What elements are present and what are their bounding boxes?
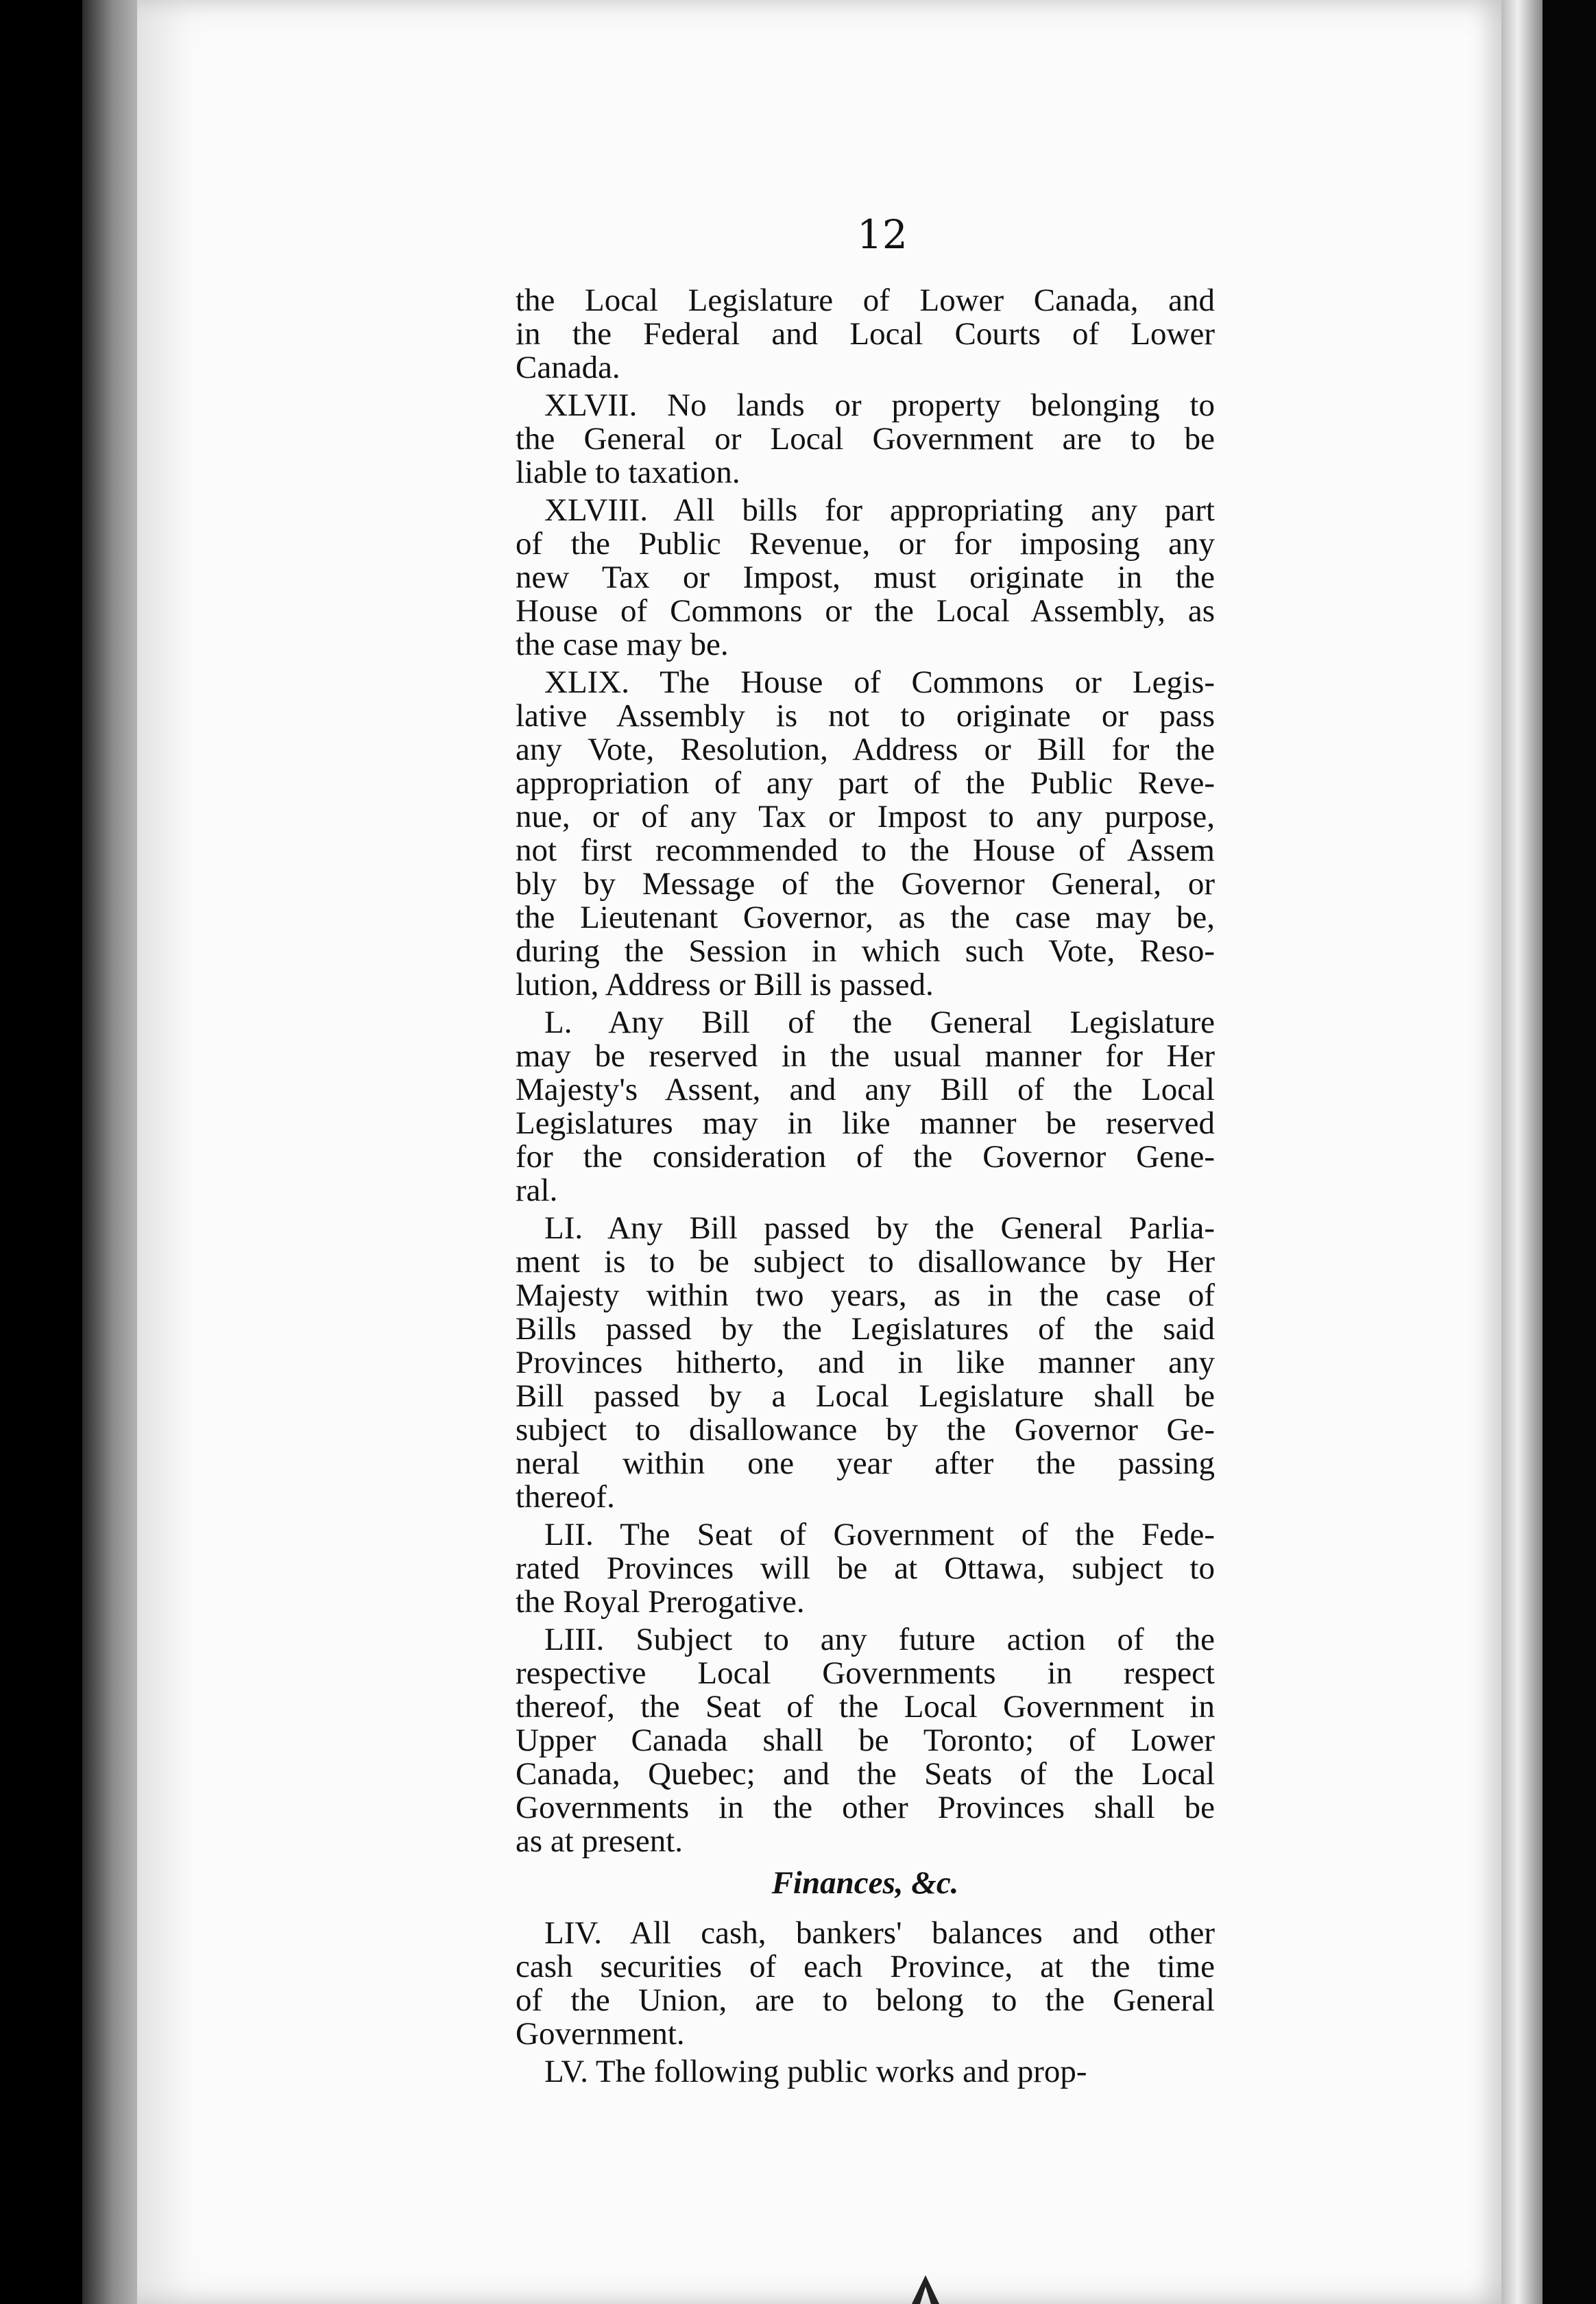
text-line: House of Commons or the Local Assembly, as [516,593,1215,629]
text-line: Bills passed by the Legislatures of the said [516,1311,1215,1347]
text-line: the Local Legislature of Lower Canada, and [516,283,1215,318]
text-line: any Vote, Resolution, Address or Bill for the [516,732,1215,767]
text-line: of the Union, are to belong to the General [516,1982,1215,2018]
text-line: cash securities of each Province, at the time [516,1949,1215,1984]
text-line: during the Session in which such Vote, Reso- [516,933,1215,969]
text-line: the Lieutenant Governor, as the case may be, [516,900,1215,935]
text-line: for the consideration of the Governor Gene- [516,1139,1215,1175]
paragraph [516,666,1215,1002]
paragraph [516,284,1215,385]
book-edge-right [1501,0,1543,2304]
text-line: LIII. Subject to any future action of the [544,1622,1215,1657]
text-line: Majesty's Assent, and any Bill of the Local [516,1072,1215,1107]
text-line: respective Local Governments in respect [516,1655,1215,1691]
text-line: ment is to be subject to disallowance by Her [516,1244,1215,1280]
text-line: Majesty within two years, as in the case of [516,1277,1215,1313]
text-line: of the Public Revenue, or for imposing any [516,526,1215,562]
paragraph [516,1006,1215,1208]
text-line: subject to disallowance by the Governor Ge- [516,1412,1215,1448]
page-number: 12 [857,211,908,258]
text-line: new Tax or Impost, must originate in the [516,560,1215,595]
text-line: Governments in the other Provinces shall be [516,1790,1215,1825]
text-line: not first recommended to the House of Assem [516,832,1215,868]
text-line: neral within one year after the passing [516,1445,1215,1481]
page-body-text [516,284,1215,2093]
text-line: ral. [516,1173,558,1208]
text-line: thereof, the Seat of the Local Government in [516,1689,1215,1725]
text-line: LII. The Seat of Government of the Fede- [544,1517,1215,1552]
text-line: Canada, Quebec; and the Seats of the Local [516,1756,1215,1792]
text-line: Provinces hitherto, and in like manner any [516,1345,1215,1380]
text-line: Government. [516,2016,685,2052]
scan-border-right [1543,0,1596,2304]
text-line: XLVII. No lands or property belonging to [544,387,1215,423]
text-line: in the Federal and Local Courts of Lower [516,316,1215,352]
text-line: as at present. [516,1823,684,1859]
paragraph [516,1623,1215,1858]
text-line: the Royal Prerogative. [516,1584,805,1620]
text-line: may be reserved in the usual manner for Her [516,1038,1215,1074]
text-line: lution, Address or Bill is passed. [516,967,934,1003]
text-line: LIV. All cash, bankers' balances and other [544,1915,1215,1951]
text-line: liable to taxation. [516,455,740,490]
paragraph [516,494,1215,662]
text-line: L. Any Bill of the General Legislature [544,1005,1215,1040]
paragraph [516,389,1215,490]
paragraph [516,2055,1215,2089]
paragraph [516,1518,1215,1619]
text-line: XLIX. The House of Commons or Legis- [544,664,1215,700]
text-line: thereof. [516,1479,615,1515]
text-line: the case may be. [516,627,729,662]
text-line: bly by Message of the Governor General, or [516,866,1215,902]
text-line: appropriation of any part of the Public Reve- [516,765,1215,801]
text-line: rated Provinces will be at Ottawa, subject to [516,1550,1215,1586]
paragraph [516,1917,1215,2051]
text-line: Canada. [516,350,620,385]
text-line: the General or Local Government are to be [516,421,1215,457]
text-line: nue, or of any Tax or Impost to any purpose, [516,799,1215,835]
section-heading: Finances, &c. [771,1865,959,1901]
text-line: LV. The following public works and prop- [544,2054,1087,2089]
text-line: Upper Canada shall be Toronto; of Lower [516,1723,1215,1758]
text-line: lative Assembly is not to originate or pass [516,698,1215,734]
text-line: Bill passed by a Local Legislature shall be [516,1378,1215,1414]
text-line: Legislatures may in like manner be reserved [516,1105,1215,1141]
paragraph [516,1212,1215,1514]
text-line: XLVIII. All bills for appropriating any part [544,492,1215,528]
text-line: LI. Any Bill passed by the General Parlia- [544,1210,1215,1246]
